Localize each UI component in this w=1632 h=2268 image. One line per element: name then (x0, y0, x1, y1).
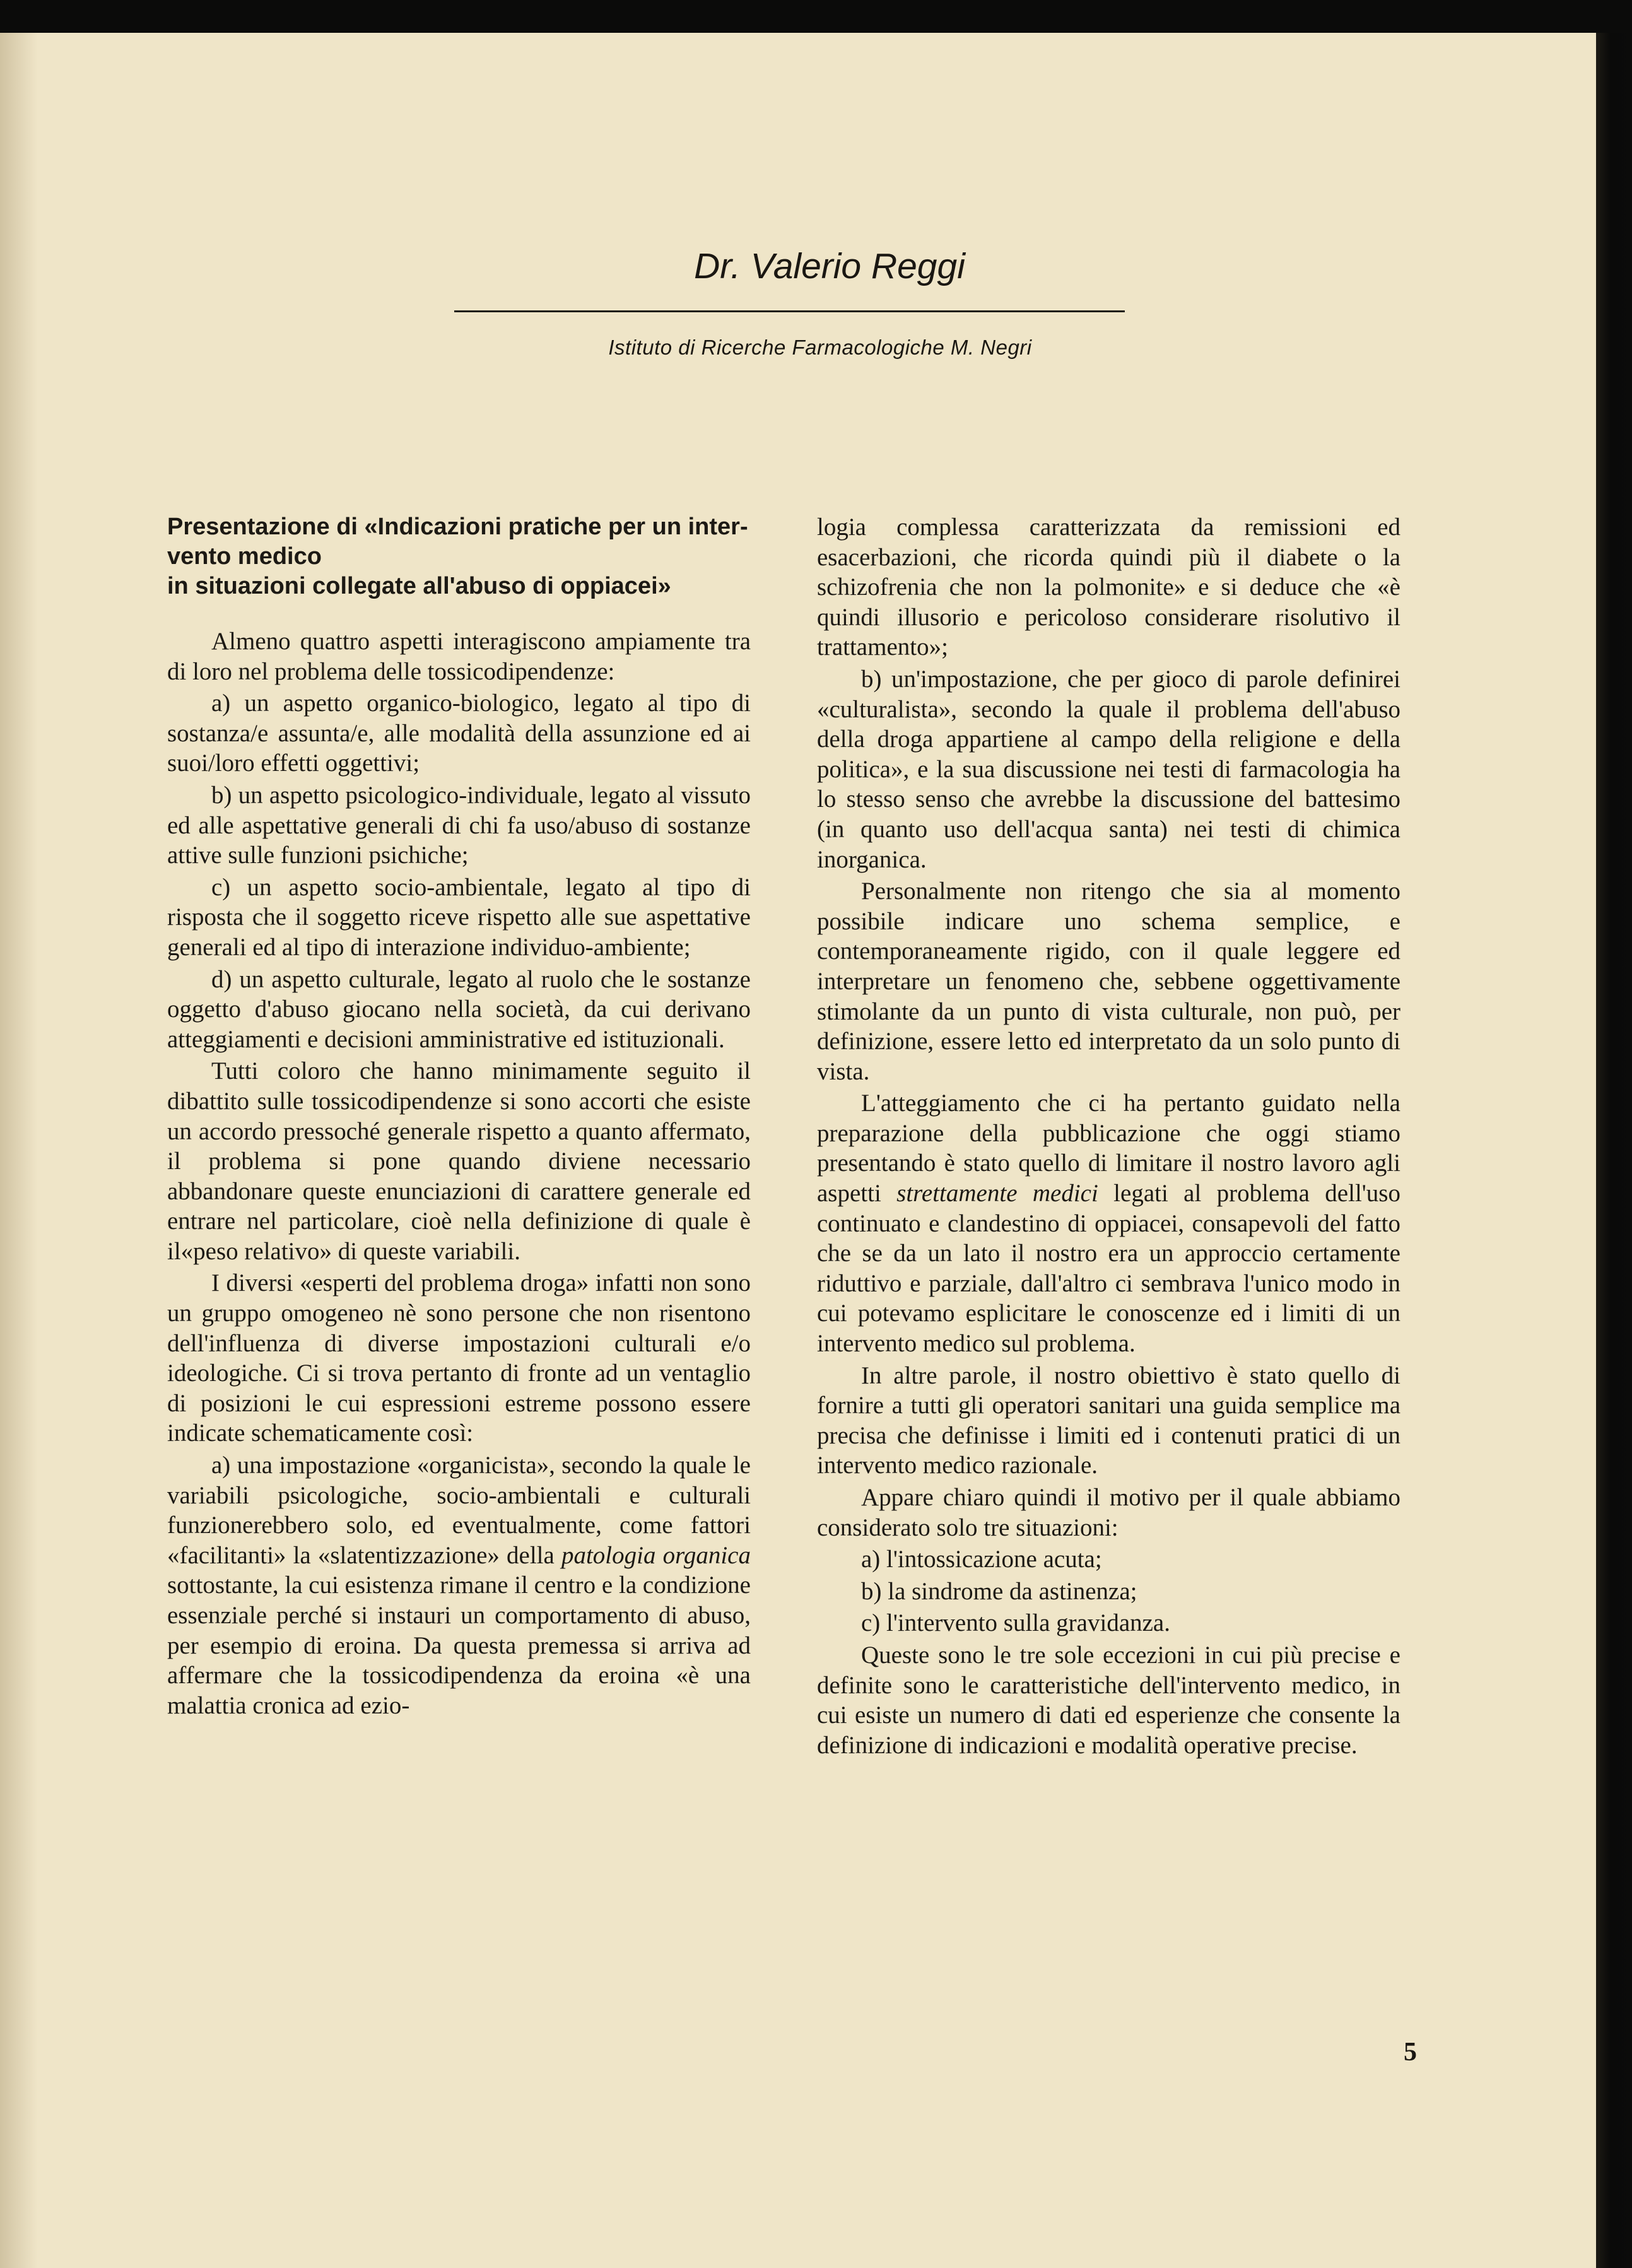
list-item: b) la sindrome da astinenza; (861, 1577, 1137, 1605)
article-title (167, 512, 751, 601)
body-paragraph: Queste sono le tre sole eccezioni in cui più precise e definite sono le caratteristiche dell'intervento medico, in cui esiste un numero di dati ed esperienze che consente la definizione di indicazioni e modalità operative precise. (817, 1641, 1400, 1759)
body-paragraph: d) un aspetto culturale, legato al ruolo che le sostanze oggetto d'abuso giocano nella società, da cui derivano atteggiamenti e decisioni amministrative ed istituzionali. (167, 965, 751, 1053)
body-paragraph: In altre parole, il nostro obiettivo è stato quello di fornire a tutti gli operatori sanitari una guida semplice ma precisa che definisse i limiti ed i contenuti pratici di un intervento medico razionale. (817, 1361, 1400, 1479)
body-paragraph: I diversi «esperti del problema droga» infatti non sono un gruppo omogeneo nè sono persone che non risentono dell'influenza di diverse impostazioni culturali e/o ideologiche. Ci si trova pertanto di fronte ad un ventaglio di posizioni le cui espressioni estreme possono essere indicate schematicamente così: (167, 1269, 751, 1447)
left-column (167, 512, 751, 1722)
article-title-line: in situazioni collegate all'abuso di oppiacei» (167, 573, 671, 599)
italic-term: patologia organica (561, 1541, 751, 1569)
author-affiliation: Istituto di Ricerche Farmacologiche M. Negri (608, 336, 1032, 359)
body-paragraph (167, 1450, 751, 1720)
page-edge-shadow (1596, 33, 1632, 2268)
body-paragraph: Appare chiaro quindi il motivo per il quale abbiamo considerato solo tre situazioni: (817, 1484, 1400, 1541)
body-paragraph: b) un aspetto psicologico-individuale, legato al vissuto ed alle aspettative generali di chi fa uso/abuso di sostanze attive sulle funzioni psichiche; (167, 781, 751, 869)
list-item: a) l'intossicazione acuta; (861, 1546, 1102, 1573)
body-paragraph: Tutti coloro che hanno minimamente seguito il dibattito sulle tossicodipendenze si sono accorti che esiste un accordo pressoché generale rispetto a quanto affermato, il problema si pone quando diviene necessario abbandonare queste enunciazioni di carattere generale ed entrare nel particolare, cioè nella definizione di quale è il«peso relativo» di queste variabili. (167, 1057, 751, 1265)
article-title-line: vento medico (167, 543, 322, 570)
right-column (817, 512, 1400, 1762)
body-paragraph: b) un'impostazione, che per gioco di parole definirei «culturalista», secondo la quale il problema dell'abuso della droga appartiene al campo della religione e della politica», e la sua discussione nei testi di farmacologia ha lo stesso senso che avrebbe la discussione del battesimo (in quanto uso dell'acqua santa) nei testi di chimica inorganica. (817, 665, 1400, 873)
article-header (454, 241, 1129, 359)
body-paragraph: Personalmente non ritengo che sia al momento possibile indicare uno schema semplice, e contemporaneamente rigido, con il quale leggere ed interpretare un fenomeno che, sebbene oggettivamente stimolante da un punto di vista culturale, non può, per definizione, essere letto ed interpretato da un solo punto di vista. (817, 878, 1400, 1085)
paragraph-text: a) una impostazione «organicista», secondo la quale le variabili psicologiche, socio-ambientali e culturali funzionerebbero solo, ed eventualmente, come fattori «facilitanti» la «slatentizzazione» della (167, 1452, 751, 1569)
header-rule (454, 310, 1125, 312)
list-item: c) l'intervento sulla gravidanza. (861, 1609, 1170, 1637)
page-number: 5 (1404, 2038, 1417, 2067)
article-title-line: Presentazione di «Indicazioni pratiche per un inter- (167, 514, 748, 540)
paragraph-text: legati al problema dell'uso continuato e clandestino di oppiacei, consapevoli del fatto che se da un lato il nostro era un approccio certamente riduttivo e parziale, dall'altro ci sembrava l'unico modo in cui potevamo esplicitare le conoscenze ed i limiti di un intervento medico sul problema. (817, 1180, 1400, 1358)
body-paragraph: a) un aspetto organico-biologico, legato al tipo di sostanza/e assunta/e, alle modalità della assunzione ed ai suoi/loro effetti oggettivi; (167, 690, 751, 777)
body-paragraph: Almeno quattro aspetti interagiscono ampiamente tra di loro nel problema delle tossicodipendenze: (167, 628, 751, 685)
author-name: Dr. Valerio Reggi (694, 246, 965, 286)
page-gutter-shadow (0, 33, 38, 2268)
body-paragraph-continued: logia complessa caratterizzata da remissioni ed esacerbazioni, che ricorda quindi più il diabete o la schizofrenia che non la polmonite» e si deduce che «è quindi illusorio e pericoloso considerare risolutivo il trattamento»; (817, 514, 1400, 661)
journal-page (0, 33, 1596, 2268)
body-paragraph (817, 1088, 1400, 1358)
paragraph-text: sottostante, la cui esistenza rimane il centro e la condizione essenziale perché si instauri un comportamento di abuso, per esempio di eroina. Da questa premessa si arriva ad affermare che la tossicodipendenza da eroina «è una malattia cronica ad ezio- (167, 1572, 751, 1719)
body-paragraph: c) un aspetto socio-ambientale, legato al tipo di risposta che il soggetto riceve rispetto alle sue aspettative generali ed al tipo di interazione individuo-ambiente; (167, 873, 751, 961)
italic-term: strettamente medici (896, 1180, 1098, 1207)
paragraph-text: L'atteggiamento che ci ha pertanto guidato nella preparazione della pubblicazione che oggi stiamo presentando è stato quello di limitare il nostro lavoro agli aspetti (817, 1090, 1400, 1207)
